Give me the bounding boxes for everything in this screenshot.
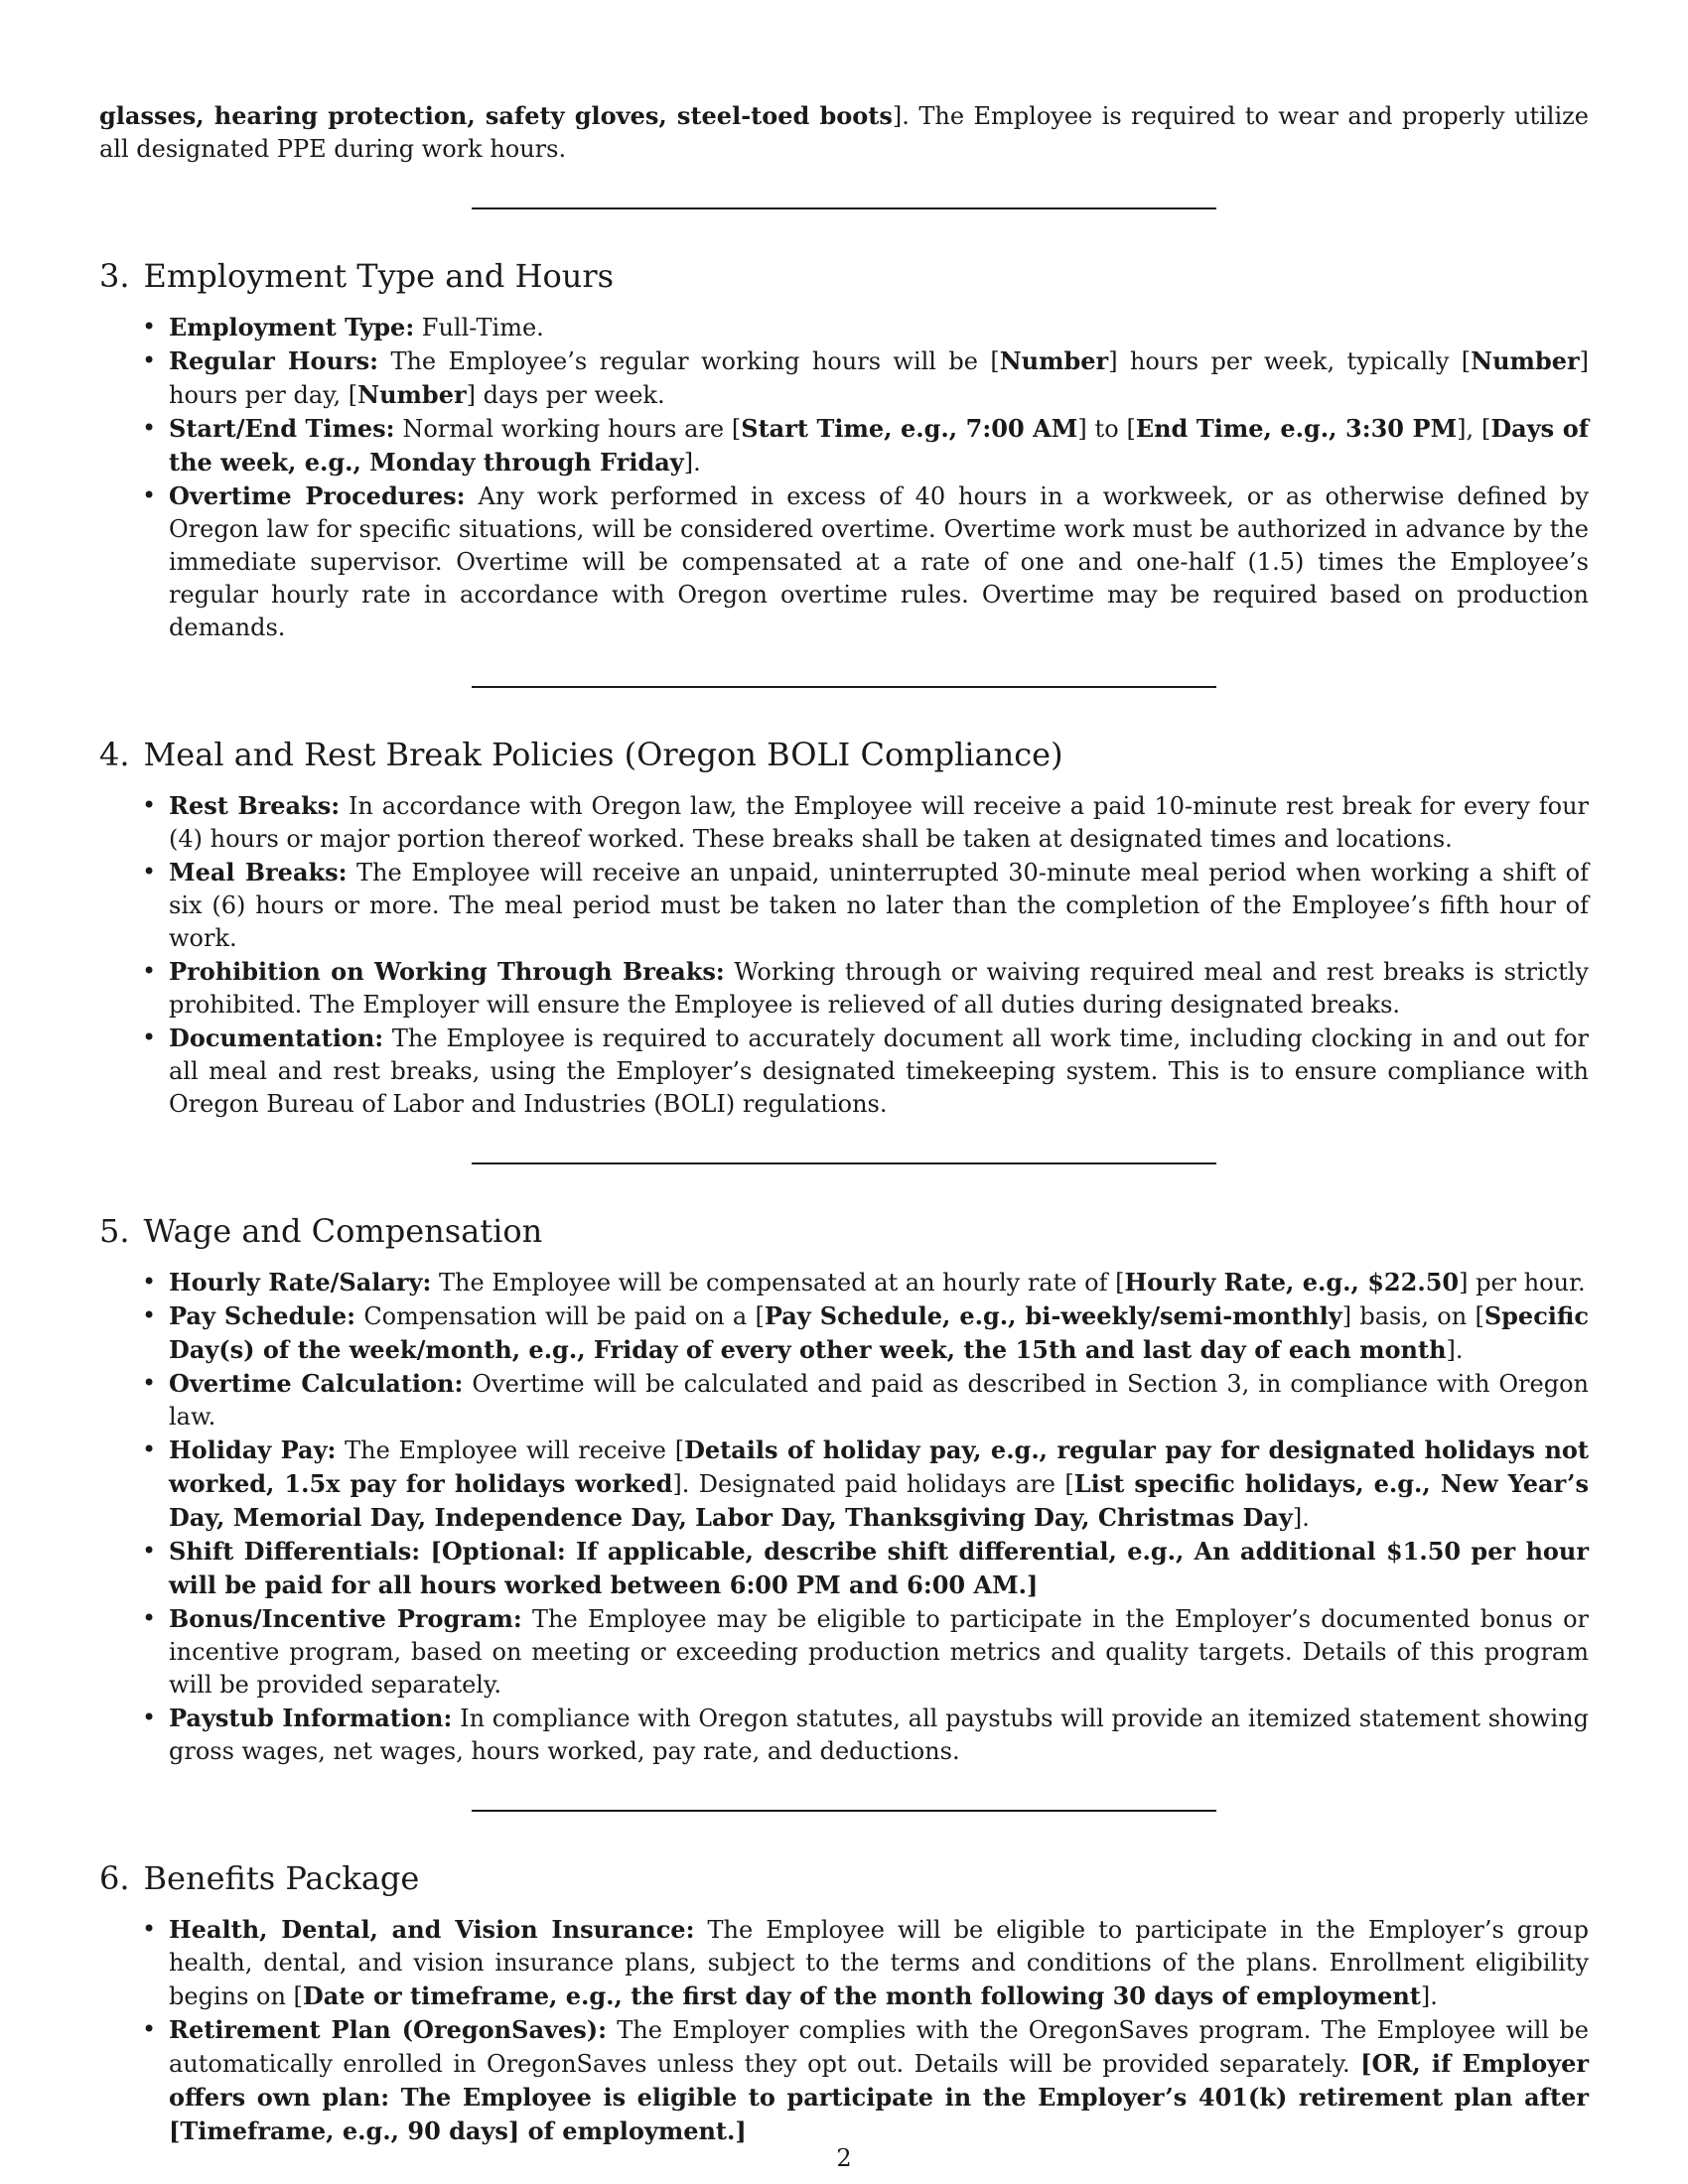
section-divider (472, 1810, 1216, 1812)
item-text: The Employer complies with the OregonSaves program. The Employee will be automatically enrolled in OregonSaves unless they opt out. Details will be provided separately. (169, 2016, 1589, 2078)
placeholder-field: Number (357, 380, 467, 409)
item-text: In accordance with Oregon law, the Employee will receive a paid 10-minute rest break for every four (4) hours or major portion thereof worked. These breaks shall be taken at designated times and locations. (169, 792, 1589, 853)
item-text: ] basis, on [ (1341, 1302, 1484, 1330)
item-label: Retirement Plan (OregonSaves): (169, 2015, 607, 2044)
item-text: ], [ (1457, 415, 1491, 443)
section-title: Employment Type and Hours (143, 257, 615, 295)
item-text: The Employee may be eligible to participate in the Employer’s documented bonus or incentive program, based on meeting or exceeding production metrics and quality targets. Details of this program will be provided separately. (169, 1605, 1589, 1699)
item-text: Compensation will be paid on a [ (355, 1302, 765, 1330)
item-text: In compliance with Oregon statutes, all paystubs will provide an itemized statement showing gross wages, net wages, hours worked, pay rate, and deductions. (169, 1705, 1589, 1765)
section-number: 6. (99, 1859, 130, 1897)
list-item (169, 1367, 1589, 1433)
item-label: Rest Breaks: (169, 791, 341, 820)
placeholder-field: Hourly Rate, e.g., $22.50 (1124, 1268, 1460, 1297)
section-3-list (99, 311, 1589, 644)
placeholder-field: Specific Day(s) of the week/month, e.g., Friday of every other week, the 15th and last day of each month (169, 1301, 1589, 1364)
intro-bracket: ] (892, 102, 903, 130)
section-number: 5. (99, 1212, 130, 1250)
item-text: The Employee will be eligible to participate in the Employer’s group health, dental, and vision insurance plans, subject to the terms and conditions of the plans. Enrollment eligibility begins on [ (169, 1916, 1589, 2010)
item-text: Any work performed in excess of 40 hours in a workweek, or as otherwise defined by Oregon law for specific situations, will be considered overtime. Overtime work must be authorized in advance by the immediate supervisor. Overtime will be compensated at a rate of one and one-half (1.5) times the Employee’s regular hourly rate in accordance with Oregon overtime rules. Overtime may be required based on production demands. (169, 482, 1590, 641)
list-item (169, 1299, 1589, 1367)
intro-paragraph (99, 99, 1589, 166)
item-text: ]. (1420, 1982, 1438, 2010)
section-4-heading (99, 736, 1589, 773)
item-text: The Employee’s regular working hours will be [ (378, 347, 1000, 375)
item-text: The Employee will receive an unpaid, uninterrupted 30-minute meal period when working a shift of six (6) hours or more. The meal period must be taken no later than the completion of the Employee’s fifth hour of work. (169, 859, 1589, 952)
item-label: Hourly Rate/Salary: (169, 1268, 432, 1297)
item-text: ] to [ (1077, 415, 1136, 443)
placeholder-field: Number (1471, 346, 1580, 375)
placeholder-field: Number (999, 346, 1109, 375)
item-label: Holiday Pay: (169, 1435, 337, 1464)
placeholder-field: Days of the week, e.g., Monday through Friday (169, 414, 1590, 477)
item-text: ]. Designated paid holidays are [ (672, 1470, 1074, 1498)
list-item (169, 789, 1589, 856)
placeholder-field: [OR, if Employer offers own plan: The Employee is eligible to participate in the Employer’s 401(k) retirement plan after [Timeframe, e.g., 90 days] of employment.] (169, 2049, 1589, 2145)
list-item (169, 344, 1589, 412)
section-6-heading (99, 1859, 1589, 1897)
placeholder-field: Pay Schedule, e.g., bi-weekly/semi-monthly (764, 1301, 1342, 1330)
item-text: ] hours per day, [ (169, 347, 1590, 409)
item-label: Start/End Times: (169, 414, 395, 443)
item-label: Overtime Procedures: (169, 481, 466, 510)
item-text: The Employee will receive [ (336, 1436, 685, 1464)
item-label: Paystub Information: (169, 1704, 453, 1732)
item-text: ] days per week. (466, 381, 665, 409)
item-label: Prohibition on Working Through Breaks: (169, 957, 725, 986)
item-text: Overtime will be calculated and paid as described in Section 3, in compliance with Oregon law. (169, 1370, 1590, 1431)
section-4-list (99, 789, 1589, 1121)
section-5-heading (99, 1212, 1589, 1250)
page-number: 2 (836, 2144, 852, 2172)
list-item (169, 1433, 1589, 1535)
item-text: Working through or waiving required meal and rest breaks is strictly prohibited. The Employer will ensure the Employee is relieved of all duties during designated breaks. (169, 958, 1589, 1019)
section-divider (472, 207, 1216, 209)
ppe-list: glasses, hearing protection, safety gloves, steel-toed boots (99, 101, 893, 130)
item-text: ]. (683, 449, 701, 477)
section-divider (472, 686, 1216, 688)
placeholder-field: List specific holidays, e.g., New Year’s Day, Memorial Day, Independence Day, Labor Day, Thanksgiving Day, Christmas Day (169, 1469, 1589, 1532)
list-item (169, 856, 1589, 955)
item-text: The Employee is required to accurately document all work time, including clocking in and out for all meal and rest breaks, using the Employer’s designated timekeeping system. This is to ensure compliance with Oregon Bureau of Labor and Industries (BOLI) regulations. (169, 1024, 1589, 1118)
section-title: Meal and Rest Break Policies (Oregon BOLI Compliance) (143, 736, 1063, 773)
item-text: ]. (1292, 1504, 1310, 1532)
list-item (169, 479, 1589, 644)
section-title: Wage and Compensation (143, 1212, 543, 1250)
placeholder-field: [Optional: If applicable, describe shift differential, e.g., An additional $1.50 per hour will be paid for all hours worked between 6:00 PM and 6:00 AM.] (169, 1537, 1589, 1599)
list-item (169, 1913, 1589, 2013)
item-label: Shift Differentials: (169, 1537, 421, 1566)
item-label: Regular Hours: (169, 346, 379, 375)
list-item (169, 1535, 1589, 1602)
item-text: ] hours per week, typically [ (1108, 347, 1472, 375)
section-divider (472, 1162, 1216, 1164)
section-number: 3. (99, 257, 130, 295)
section-6-list (99, 1913, 1589, 2148)
item-text: Normal working hours are [ (394, 415, 742, 443)
item-text: The Employee will be compensated at an hourly rate of [ (431, 1269, 1125, 1297)
list-item (169, 1702, 1589, 1768)
item-text: Full-Time. (414, 314, 544, 341)
section-title: Benefits Package (143, 1859, 420, 1897)
placeholder-field: Start Time, e.g., 7:00 AM (741, 414, 1078, 443)
item-text: ] per hour. (1459, 1269, 1586, 1297)
placeholder-field: Date or timeframe, e.g., the first day of the month following 30 days of employment (302, 1981, 1421, 2010)
item-text: ]. (1446, 1336, 1464, 1364)
section-number: 4. (99, 736, 130, 773)
section-3-heading (99, 257, 1589, 295)
item-label: Meal Breaks: (169, 858, 348, 887)
item-label: Bonus/Incentive Program: (169, 1604, 522, 1633)
list-item (169, 1266, 1589, 1299)
placeholder-field: Details of holiday pay, e.g., regular pay for designated holidays not worked, 1.5x pay for holidays worked (169, 1435, 1590, 1498)
item-label: Documentation: (169, 1024, 384, 1052)
section-5-list (99, 1266, 1589, 1768)
list-item (169, 955, 1589, 1022)
list-item (169, 412, 1589, 479)
item-label: Overtime Calculation: (169, 1369, 464, 1398)
list-item (169, 311, 1589, 344)
item-label: Health, Dental, and Vision Insurance: (169, 1915, 695, 1944)
list-item (169, 2013, 1589, 2148)
item-label: Employment Type: (169, 313, 415, 341)
list-item (169, 1602, 1589, 1702)
intro-text: . The Employee is required to wear and properly utilize all designated PPE during work hours. (99, 102, 1589, 163)
item-label: Pay Schedule: (169, 1301, 356, 1330)
placeholder-field: End Time, e.g., 3:30 PM (1135, 414, 1458, 443)
list-item (169, 1022, 1589, 1121)
page-content (99, 99, 1589, 2148)
